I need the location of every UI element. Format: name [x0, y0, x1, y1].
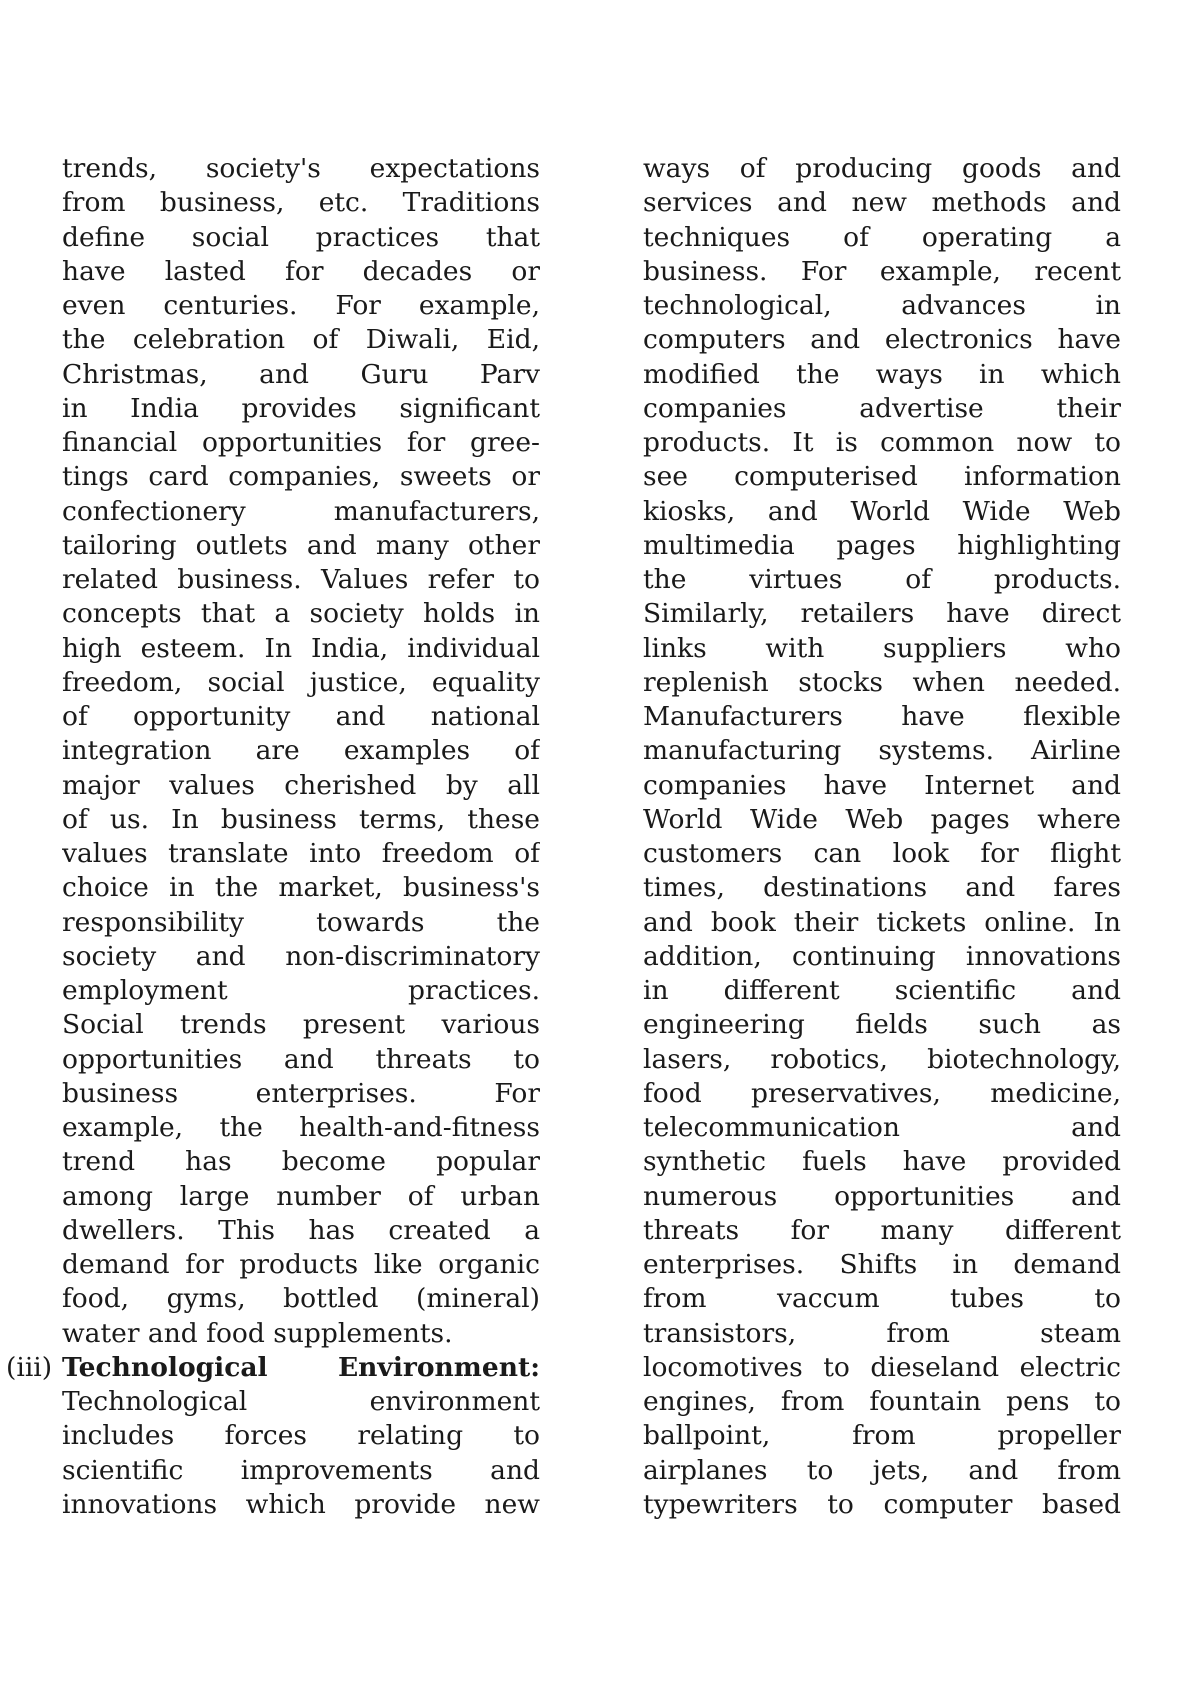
item-heading: Technological Environment:: [62, 1351, 540, 1383]
text-line: ways of producing goods and: [643, 153, 1121, 184]
text-line: of us. In business terms, these: [62, 803, 540, 835]
text-line: of opportunity and national: [62, 701, 540, 732]
text-line: choice in the market, business's: [62, 872, 540, 904]
text-line: related business. Values refer to: [62, 564, 540, 595]
item-marker: (iii): [6, 1351, 53, 1383]
text-line: engines, from fountain pens to: [643, 1386, 1121, 1417]
text-line: replenish stocks when needed.: [643, 666, 1121, 698]
text-line: transistors, from steam: [643, 1317, 1121, 1349]
text-line: tings card companies, sweets or: [62, 461, 540, 493]
text-line: opportunities and threats to: [62, 1043, 540, 1075]
text-line: the celebration of Diwali, Eid,: [62, 324, 540, 356]
text-line: typewriters to computer based: [643, 1488, 1121, 1520]
technological-environment-item: [6, 1351, 540, 1522]
text-line: business enterprises. For: [62, 1077, 540, 1109]
text-line: have lasted for decades or: [62, 255, 540, 287]
text-line: synthetic fuels have provided: [643, 1146, 1121, 1178]
text-line: trend has become popular: [62, 1146, 540, 1178]
text-line: concepts that a society holds in: [62, 598, 540, 630]
text-line: see computerised information: [643, 461, 1121, 493]
text-line: companies have Internet and: [643, 769, 1121, 801]
social-environment-paragraph: [62, 152, 540, 1351]
text-line: in India provides significant: [62, 392, 540, 424]
text-line: tailoring outlets and many other: [62, 529, 540, 561]
text-line: trends, society's expectations: [62, 153, 540, 184]
text-line: responsibility towards the: [62, 906, 540, 938]
text-line: kiosks, and World Wide Web: [643, 495, 1121, 527]
text-line: telecommunication and: [643, 1112, 1121, 1143]
text-line: confectionery manufacturers,: [62, 495, 540, 527]
text-line: from business, etc. Traditions: [62, 187, 540, 219]
text-line: products. It is common now to: [643, 427, 1121, 458]
text-line: techniques of operating a: [643, 221, 1121, 253]
text-line: World Wide Web pages where: [643, 803, 1121, 835]
text-line: services and new methods and: [643, 187, 1121, 219]
text-line: computers and electronics have: [643, 324, 1121, 356]
text-line: times, destinations and fares: [643, 872, 1121, 904]
text-line: links with suppliers who: [643, 632, 1121, 664]
text-line: companies advertise their: [643, 392, 1121, 424]
text-line: Social trends present various: [62, 1009, 540, 1041]
text-line: major values cherished by all: [62, 769, 540, 801]
text-line: the virtues of products.: [643, 564, 1121, 595]
text-line: among large number of urban: [62, 1180, 540, 1212]
text-line: lasers, robotics, biotechnology,: [643, 1043, 1121, 1075]
text-line: define social practices that: [62, 221, 540, 253]
text-line: dwellers. This has created a: [62, 1214, 540, 1246]
text-line: business. For example, recent: [643, 255, 1121, 287]
text-line: enterprises. Shifts in demand: [643, 1249, 1121, 1280]
text-line: locomotives to dieseland electric: [643, 1351, 1121, 1383]
right-column: [643, 152, 1121, 1522]
text-line: numerous opportunities and: [643, 1180, 1121, 1212]
text-line: innovations which provide new: [62, 1488, 540, 1520]
text-line: Manufacturers have flexible: [643, 701, 1121, 732]
text-line: values translate into freedom of: [62, 838, 540, 869]
text-line: food preservatives, medicine,: [643, 1077, 1121, 1109]
text-line: freedom, social justice, equality: [62, 666, 540, 698]
text-line: and book their tickets online. In: [643, 906, 1121, 938]
text-line: scientific improvements and: [62, 1454, 540, 1486]
text-line: includes forces relating to: [62, 1420, 540, 1452]
text-line: manufacturing systems. Airline: [643, 735, 1121, 767]
text-line: employment practices.: [62, 975, 540, 1006]
text-line: integration are examples of: [62, 735, 540, 767]
text-line: demand for products like organic: [62, 1249, 540, 1280]
text-line: technological, advances in: [643, 290, 1121, 321]
text-line: example, the health-and-fitness: [62, 1112, 540, 1143]
text-line: engineering fields such as: [643, 1009, 1121, 1041]
text-line: Christmas, and Guru Parv: [62, 358, 540, 390]
text-line: in different scientific and: [643, 975, 1121, 1006]
text-line: food, gyms, bottled (mineral): [62, 1283, 540, 1315]
left-column: [6, 152, 540, 1522]
text-line: multimedia pages highlighting: [643, 529, 1121, 561]
text-line: even centuries. For example,: [62, 290, 540, 321]
text-line: Similarly, retailers have direct: [643, 598, 1121, 630]
text-line: society and non-discriminatory: [62, 940, 540, 972]
text-line: ballpoint, from propeller: [643, 1420, 1121, 1452]
text-line: customers can look for flight: [643, 838, 1121, 869]
text-line: addition, continuing innovations: [643, 940, 1121, 972]
text-line: high esteem. In India, individual: [62, 632, 540, 664]
text-line: from vaccum tubes to: [643, 1283, 1121, 1315]
text-line: airplanes to jets, and from: [643, 1454, 1121, 1486]
text-line: financial opportunities for gree-: [62, 427, 540, 458]
technological-environment-text: [62, 1351, 540, 1522]
text-line: water and food supplements.: [62, 1317, 453, 1349]
text-line: Technological environment: [62, 1386, 540, 1417]
text-line: modified the ways in which: [643, 358, 1121, 390]
text-line: threats for many different: [643, 1214, 1121, 1246]
